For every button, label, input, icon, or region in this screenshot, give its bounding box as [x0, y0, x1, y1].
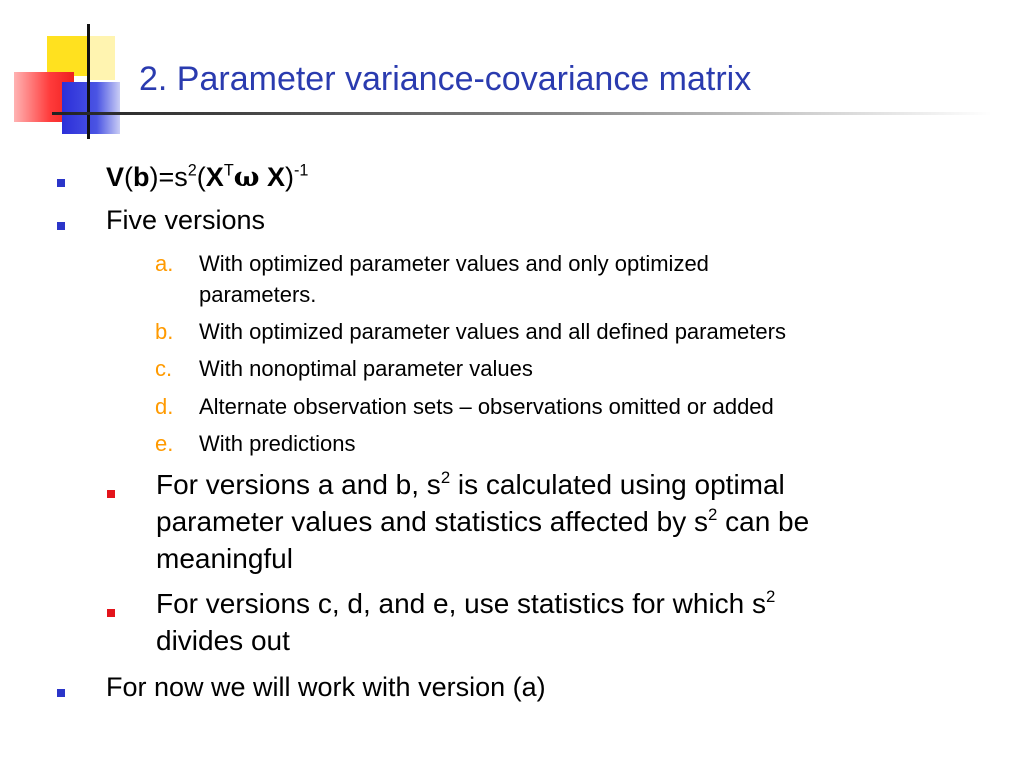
superscript: 2 — [766, 587, 776, 607]
version-text: With nonoptimal parameter values — [199, 356, 533, 381]
version-letter: b. — [155, 319, 174, 344]
versions-ab-line1 — [156, 469, 785, 501]
version-text: With optimized parameter values and all defined parameters — [199, 319, 786, 344]
version-text: parameters. — [199, 282, 317, 307]
superscript: 2 — [440, 468, 451, 488]
version-letter: c. — [155, 356, 173, 381]
version-letter: a. — [155, 251, 174, 276]
formula-paren: ( — [124, 162, 134, 192]
bullet-icon — [107, 609, 115, 617]
formula-X: X — [205, 162, 224, 192]
bullet-icon — [57, 179, 65, 187]
formula-eq-s: )=s — [149, 162, 188, 192]
text: is calculated using optimal — [450, 469, 785, 500]
bullet-icon — [57, 222, 65, 230]
formula-X: X — [266, 162, 285, 192]
formula-omega: ω — [233, 162, 260, 193]
version-text: Alternate observation sets – observations omitted or added — [199, 394, 774, 419]
formula-transpose: T — [223, 161, 234, 180]
slide-title: 2. Parameter variance-covariance matrix — [139, 60, 752, 98]
versions-cde-line2: divides out — [156, 625, 290, 656]
formula-V: V — [106, 162, 125, 192]
superscript: 2 — [708, 505, 718, 525]
text: parameter values and statistics affected by s — [156, 506, 708, 537]
blue-square — [62, 82, 120, 134]
version-text: With optimized parameter values and only optimized — [199, 251, 709, 276]
text: For versions a and b, s — [156, 469, 441, 500]
bullet-icon — [107, 490, 115, 498]
version-letter: d. — [155, 394, 174, 419]
yellow-square — [47, 36, 87, 76]
version-text: With predictions — [199, 431, 356, 456]
version-letter: e. — [155, 431, 174, 456]
for-now-text: For now we will work with version (a) — [106, 672, 546, 702]
vertical-divider — [87, 24, 90, 139]
formula-inverse-exponent: -1 — [293, 161, 309, 180]
formula-paren: ) — [284, 162, 294, 192]
bullet-icon — [57, 689, 65, 697]
logo-decoration — [0, 0, 140, 145]
text: can be — [717, 506, 810, 537]
text: For versions c, d, and e, use statistics for which s — [156, 588, 767, 619]
versions-cde-line1 — [156, 588, 775, 620]
versions-ab-line3: meaningful — [156, 543, 293, 574]
formula-paren: ( — [196, 162, 206, 192]
title-underline — [52, 112, 992, 115]
formula-line — [106, 162, 308, 193]
five-versions-text: Five versions — [106, 205, 266, 235]
versions-ab-line2 — [156, 506, 809, 538]
formula-b: b — [133, 162, 150, 192]
formula-s-exponent: 2 — [187, 161, 197, 180]
light-yellow-square — [87, 36, 115, 80]
